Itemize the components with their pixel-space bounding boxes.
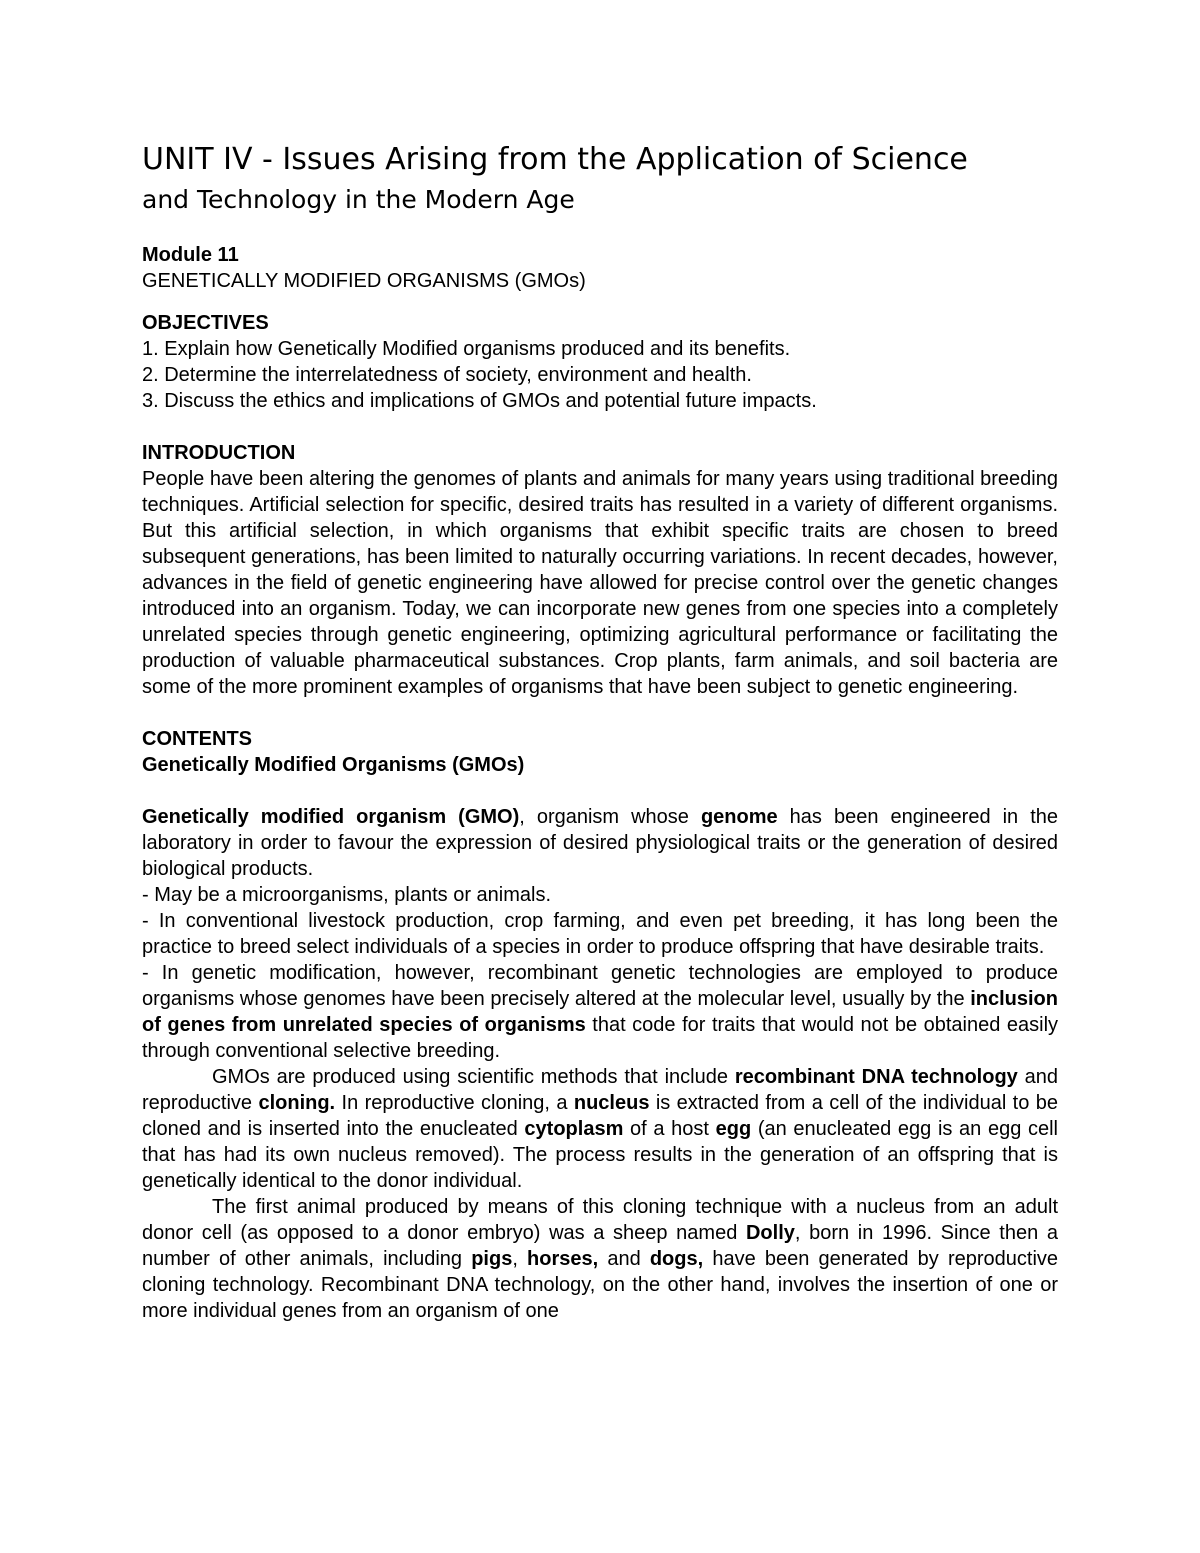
bullet3-text-2: that code for traits that would not be obtained easily through conventional selective breeding.: [142, 1014, 1059, 1062]
module-label: Module 11: [142, 244, 239, 266]
gmo-term: Genetically modified organism (GMO): [142, 806, 520, 828]
bullet-conventional-breeding: - In conventional livestock production, crop farming, and even pet breeding, it has long been the practice to breed select individuals of a species in order to produce offspring that have desirable traits.: [142, 910, 1058, 958]
term-cloning: cloning.: [258, 1092, 336, 1114]
bullet-genetic-modification: [142, 960, 1058, 1064]
dolly-paragraph: [142, 1194, 1058, 1324]
cloning-text-3: In reproductive cloning, a: [335, 1092, 574, 1114]
dolly-text-3: ,: [512, 1248, 528, 1270]
term-egg: egg: [715, 1118, 752, 1140]
bullet3-bold: inclusion of genes from unrelated species of organisms: [142, 988, 1058, 1036]
gmo-def-text-2: has been engineered in the laboratory in order to favour the expression of desired physiological traits or the generation of desired biological products.: [142, 806, 1058, 880]
term-pigs: pigs: [471, 1248, 513, 1270]
introduction-paragraph: People have been altering the genomes of plants and animals for many years using traditional breeding techniques. Artificial selection for specific, desired traits has resulted in a variety of different organisms. But this artificial selection, in which organisms that exhibit specific traits are chosen to breed subsequent generations, has been limited to naturally occurring variations. In recent decades, however, advances in the field of genetic engineering have allowed for precise control over the genetic changes introduced into an organism. Today, we can incorporate new genes from one species into a completely unrelated species through genetic engineering, optimizing agricultural performance or facilitating the production of valuable pharmaceutical substances. Crop plants, farm animals, and soil bacteria are some of the more prominent examples of organisms that have been subject to genetic engineering.: [142, 468, 1058, 698]
term-nucleus: nucleus: [573, 1092, 650, 1114]
unit-title-line-1: UNIT IV - Issues Arising from the Application of Science: [142, 142, 968, 177]
objectives-section: [142, 310, 1058, 414]
dolly-text-5: have been generated by reproductive cloning technology. Recombinant DNA technology, on the other hand, involves the insertion of one or more individual genes from an organism of one: [142, 1248, 1059, 1322]
contents-heading: CONTENTS: [142, 728, 252, 750]
contents-section: [142, 726, 1058, 1324]
term-horses: horses,: [527, 1248, 599, 1270]
cloning-paragraph: [142, 1064, 1058, 1194]
gmo-definition-paragraph: [142, 804, 1058, 882]
bullet3-text-1: - In genetic modification, however, recombinant genetic technologies are employed to produce organisms whose genomes have been precisely altered at the molecular level, usually by the: [142, 962, 1058, 1010]
term-recombinant-dna: recombinant DNA technology: [734, 1066, 1018, 1088]
dolly-text-2: , born in 1996. Since then a number of other animals, including: [142, 1222, 1058, 1270]
dolly-text-1: The first animal produced by means of this cloning technique with a nucleus from an adult donor cell (as opposed to a donor embryo) was a sheep named: [142, 1196, 1058, 1244]
contents-subheading: Genetically Modified Organisms (GMOs): [142, 754, 525, 776]
module-block: [142, 242, 1058, 294]
term-cytoplasm: cytoplasm: [524, 1118, 624, 1140]
cloning-text-5: of a host: [623, 1118, 716, 1140]
objective-item: 2. Determine the interrelatedness of society, environment and health.: [142, 364, 752, 386]
objective-item: 3. Discuss the ethics and implications of GMOs and potential future impacts.: [142, 390, 817, 412]
module-subtitle: GENETICALLY MODIFIED ORGANISMS (GMOs): [142, 270, 586, 292]
term-dogs: dogs,: [649, 1248, 704, 1270]
bullet-microorganisms: - May be a microorganisms, plants or animals.: [142, 884, 552, 906]
objectives-heading: OBJECTIVES: [142, 312, 269, 334]
unit-title-line-2: and Technology in the Modern Age: [142, 185, 575, 214]
introduction-section: [142, 440, 1058, 700]
gmo-def-text-1: , organism whose: [519, 806, 701, 828]
cloning-text-1: GMOs are produced using scientific methods that include: [212, 1066, 735, 1088]
objective-item: 1. Explain how Genetically Modified organisms produced and its benefits.: [142, 338, 791, 360]
unit-title: [142, 140, 1058, 218]
cloning-text-2: and reproductive: [142, 1066, 1059, 1114]
cloning-text-4: is extracted from a cell of the individual to be cloned and is inserted into the enucleated: [142, 1092, 1058, 1140]
dolly-text-4: and: [598, 1248, 650, 1270]
term-dolly: Dolly: [745, 1222, 795, 1244]
cloning-text-6: (an enucleated egg is an egg cell that has had its own nucleus removed). The process results in the generation of an offspring that is genetically identical to the donor individual.: [142, 1118, 1058, 1192]
genome-term: genome: [700, 806, 778, 828]
introduction-heading: INTRODUCTION: [142, 442, 296, 464]
